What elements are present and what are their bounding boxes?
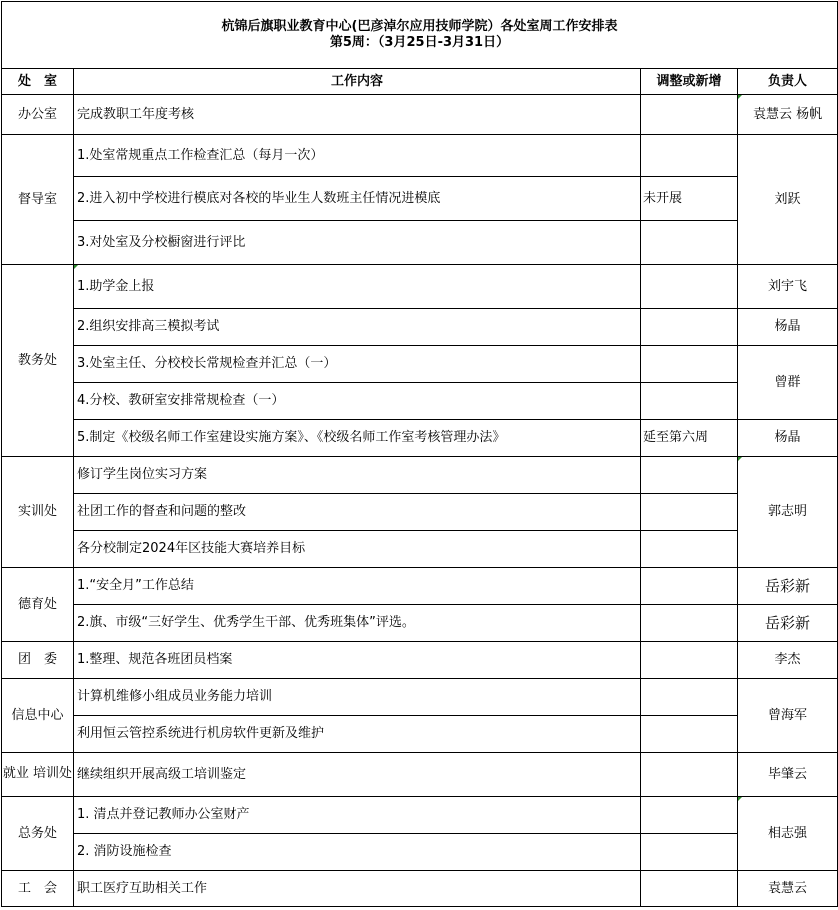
owner-union: 袁慧云 (738, 871, 838, 907)
task-cell: 1. 清点并登记教师办公室财产 (74, 797, 641, 834)
table-row (2, 605, 838, 642)
dept-office: 办公室 (2, 95, 74, 135)
table-row (2, 221, 838, 265)
header-dept: 处 室 (2, 69, 74, 95)
adjust-cell (641, 135, 738, 177)
table-row (2, 642, 838, 679)
adjust-cell (641, 605, 738, 642)
owner-office: 袁慧云 杨帆 (738, 95, 838, 135)
adjust-cell (641, 309, 738, 346)
header-row (2, 69, 838, 95)
task-cell: 继续组织开展高级工培训鉴定 (74, 753, 641, 797)
task-cell: 修订学生岗位实习方案 (74, 457, 641, 494)
table-row (2, 383, 838, 420)
adjust-cell: 延至第六周 (641, 420, 738, 457)
task-cell: 2.组织安排高三模拟考试 (74, 309, 641, 346)
task-cell: 2. 消防设施检查 (74, 834, 641, 871)
task-cell: 3.处室主任、分校校长常规检查并汇总（一） (74, 346, 641, 383)
table-row (2, 716, 838, 753)
adjust-cell (641, 457, 738, 494)
owner-supervision: 刘跃 (738, 135, 838, 265)
adjust-cell (641, 383, 738, 420)
owner-moral-1: 岳彩新 (738, 568, 838, 605)
adjust-cell (641, 494, 738, 531)
title-line-2: 第5周：（3月25日-3月31日） (329, 35, 510, 50)
table-row (2, 494, 838, 531)
adjust-cell (641, 265, 738, 309)
adjust-cell (641, 753, 738, 797)
task-cell: 1.助学金上报 (74, 265, 641, 309)
dept-academic: 教务处 (2, 265, 74, 457)
task-cell: 1.“安全月”工作总结 (74, 568, 641, 605)
table-row (2, 309, 838, 346)
dept-general: 总务处 (2, 797, 74, 871)
table-row (2, 420, 838, 457)
header-owner: 负责人 (738, 69, 838, 95)
owner-league: 李杰 (738, 642, 838, 679)
adjust-cell (641, 871, 738, 907)
task-cell: 各分校制定2024年区技能大赛培养目标 (74, 531, 641, 568)
adjust-cell (641, 346, 738, 383)
task-cell: 利用恒云管控系统进行机房软件更新及维护 (74, 716, 641, 753)
table-row (2, 177, 838, 221)
dept-league: 团 委 (2, 642, 74, 679)
owner-employment: 毕肇云 (738, 753, 838, 797)
owner-academic-5: 杨晶 (738, 420, 838, 457)
task-cell: 职工医疗互助相关工作 (74, 871, 641, 907)
owner-general: 相志强 (738, 797, 838, 871)
adjust-cell (641, 679, 738, 716)
header-adjust: 调整或新增 (641, 69, 738, 95)
task-cell: 计算机维修小组成员业务能力培训 (74, 679, 641, 716)
header-content: 工作内容 (74, 69, 641, 95)
task-cell: 3.对处室及分校橱窗进行评比 (74, 221, 641, 265)
task-cell: 4.分校、教研室安排常规检查（一） (74, 383, 641, 420)
adjust-cell (641, 834, 738, 871)
adjust-cell (641, 531, 738, 568)
table-row (2, 265, 838, 309)
title-line-1: 杭锦后旗职业教育中心(巴彦淖尔应用技师学院）各处室周工作安排表 (221, 19, 618, 35)
table-row (2, 797, 838, 834)
task-cell: 5.制定《校级名师工作室建设实施方案》、《校级名师工作室考核管理办法》 (74, 420, 641, 457)
table-row (2, 568, 838, 605)
task-cell: 1.处室常规重点工作检查汇总（每月一次） (74, 135, 641, 177)
dept-employment: 就业 培训处 (2, 753, 74, 797)
task-cell: 2.进入初中学校进行模底对各校的毕业生人数班主任情况进模底 (74, 177, 641, 221)
owner-academic-1: 刘宇飞 (738, 265, 838, 309)
table-row (2, 753, 838, 797)
adjust-cell (641, 642, 738, 679)
owner-moral-2: 岳彩新 (738, 605, 838, 642)
owner-training: 郭志明 (738, 457, 838, 568)
table-row (2, 679, 838, 716)
dept-moral: 德育处 (2, 568, 74, 642)
table-row (2, 834, 838, 871)
table-title (2, 2, 838, 69)
task-cell: 社团工作的督查和问题的整改 (74, 494, 641, 531)
dept-supervision: 督导室 (2, 135, 74, 265)
owner-academic-2: 杨晶 (738, 309, 838, 346)
table-row (2, 346, 838, 383)
task-cell: 2.旗、市级“三好学生、优秀学生干部、优秀班集体”评选。 (74, 605, 641, 642)
adjust-cell (641, 568, 738, 605)
table-row (2, 457, 838, 494)
work-schedule-table (1, 1, 838, 907)
adjust-cell: 未开展 (641, 177, 738, 221)
adjust-cell (641, 221, 738, 265)
table-row (2, 531, 838, 568)
adjust-cell (641, 95, 738, 135)
table-row (2, 95, 838, 135)
adjust-cell (641, 716, 738, 753)
task-cell: 完成教职工年度考核 (74, 95, 641, 135)
owner-info: 曾海军 (738, 679, 838, 753)
adjust-cell (641, 797, 738, 834)
task-cell: 1.整理、规范各班团员档案 (74, 642, 641, 679)
dept-union: 工 会 (2, 871, 74, 907)
dept-training: 实训处 (2, 457, 74, 568)
dept-info: 信息中心 (2, 679, 74, 753)
table-row (2, 135, 838, 177)
table-row (2, 871, 838, 907)
owner-academic-34: 曾群 (738, 346, 838, 420)
